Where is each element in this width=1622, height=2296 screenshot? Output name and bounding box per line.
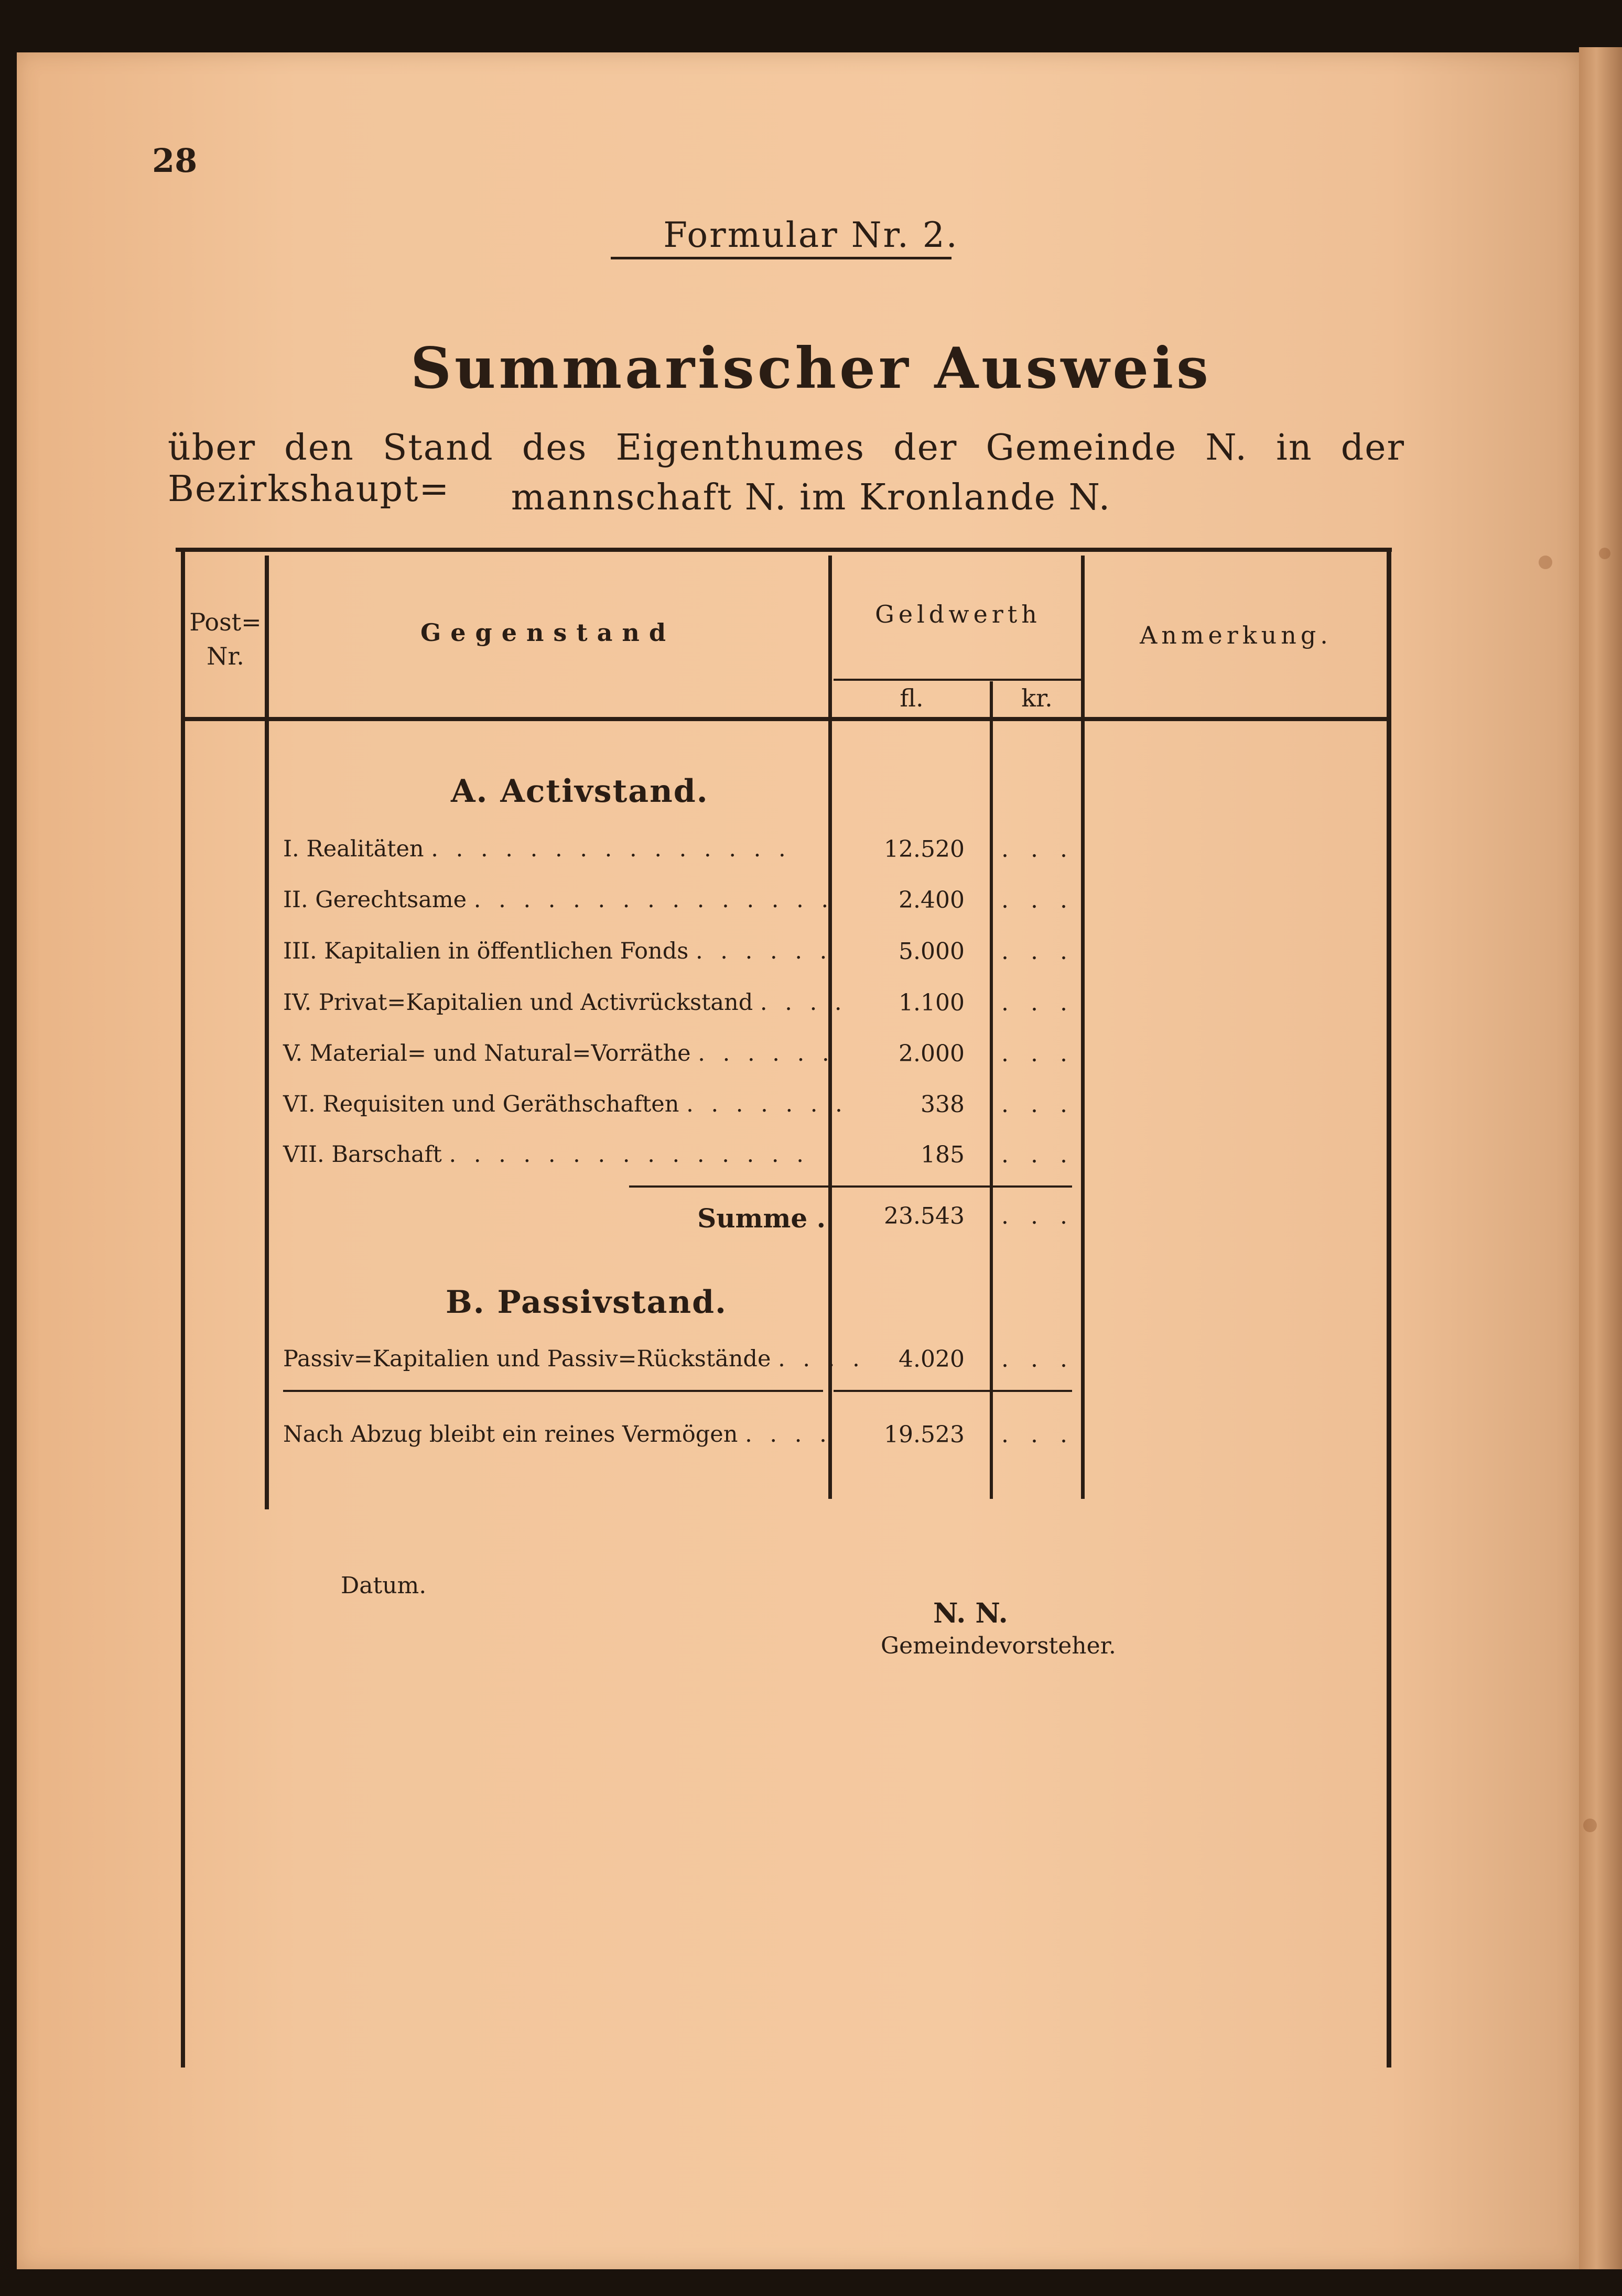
passiv-rule-right (834, 1390, 1072, 1392)
row-value-fl: 5.000 (899, 938, 965, 965)
page-number: 28 (152, 142, 198, 180)
section-activstand: A. Activstand. (451, 773, 709, 810)
row-value-fl: 2.400 (899, 887, 965, 913)
geldwerth-column-divider (1081, 556, 1085, 1499)
signature-name: N. N. (933, 1597, 1008, 1629)
binding-hole-mark (1539, 556, 1552, 569)
header-kr: kr. (1021, 684, 1053, 712)
header-post-nr-line1: Post= (189, 608, 262, 636)
passiv-value-fl: 4.020 (899, 1346, 965, 1373)
binding-hole-mark (1583, 1819, 1597, 1832)
rein-value-fl: 19.523 (884, 1421, 965, 1448)
datum-label: Datum. (341, 1572, 427, 1599)
table-row: Passiv=Kapitalien und Passiv=Rückstände . . . . (283, 1346, 865, 1372)
row-value-kr: . . . (1001, 938, 1075, 965)
row-value-fl: 338 (921, 1091, 965, 1118)
header-bottom-border (181, 717, 1389, 721)
row-value-fl: 2.000 (899, 1040, 965, 1067)
row-value-fl: 1.100 (899, 989, 965, 1016)
formular-underline (611, 257, 951, 259)
row-value-fl: 185 (921, 1141, 965, 1168)
binding-hole-mark (1599, 548, 1610, 559)
passiv-value-kr: . . . (1001, 1346, 1075, 1373)
post-nr-column-divider (265, 556, 269, 1509)
table-right-border (1387, 548, 1391, 2068)
row-value-kr: . . . (1001, 1040, 1075, 1067)
fl-kr-divider (990, 681, 993, 1499)
header-post-nr-line2: Nr. (207, 642, 244, 670)
section-passivstand: B. Passivstand. (446, 1284, 727, 1321)
row-value-kr: . . . (1001, 887, 1075, 913)
table-row: III. Kapitalien in öffentlichen Fonds . . . . . . (283, 938, 832, 964)
rein-value-kr: . . . (1001, 1421, 1075, 1448)
table-row: VI. Requisiten und Geräthschaften . . . . . . . (283, 1091, 848, 1117)
row-value-kr: . . . (1001, 836, 1075, 863)
subtitle-line-2: mannschaft N. im Kronlande N. (511, 477, 1111, 518)
summe-rule (629, 1185, 1072, 1188)
subtitle-line-1: über den Stand des Eigenthumes der Gemeinde N. in der Bezirkshaupt= (168, 427, 1405, 510)
table-row: VII. Barschaft . . . . . . . . . . . . . . . (283, 1141, 809, 1168)
row-value-kr: . . . (1001, 1091, 1075, 1118)
header-gegenstand: Gegenstand (420, 618, 675, 647)
summe-value-kr: . . . (1001, 1203, 1075, 1229)
table-row: IV. Privat=Kapitalien und Activrückstand . . . . (283, 989, 847, 1016)
table-top-border (176, 548, 1392, 552)
header-geldwerth: Geldwerth (875, 600, 1041, 628)
table-row: II. Gerechtsame . . . . . . . . . . . . . . . (283, 887, 834, 913)
passiv-rule-left (283, 1390, 823, 1392)
row-value-kr: . . . (1001, 989, 1075, 1016)
row-value-fl: 12.520 (884, 836, 965, 863)
signature-role: Gemeindevorsteher. (881, 1633, 1116, 1659)
summe-label: Summe . (697, 1203, 826, 1234)
header-fl: fl. (900, 684, 924, 712)
summe-value-fl: 23.543 (884, 1203, 965, 1229)
table-row: I. Realitäten . . . . . . . . . . . . . . . (283, 836, 791, 862)
geldwerth-subheader-rule (834, 679, 1083, 681)
document-title: Summarischer Ausweis (410, 335, 1212, 401)
table-row: Nach Abzug bleibt ein reines Vermögen . . . . (283, 1421, 832, 1448)
header-anmerkung: Anmerkung. (1140, 621, 1332, 649)
formular-number: Formular Nr. 2. (663, 215, 959, 255)
table-row: V. Material= und Natural=Vorräthe . . . . . . (283, 1040, 835, 1067)
table-left-border (181, 548, 185, 2068)
row-value-kr: . . . (1001, 1141, 1075, 1168)
